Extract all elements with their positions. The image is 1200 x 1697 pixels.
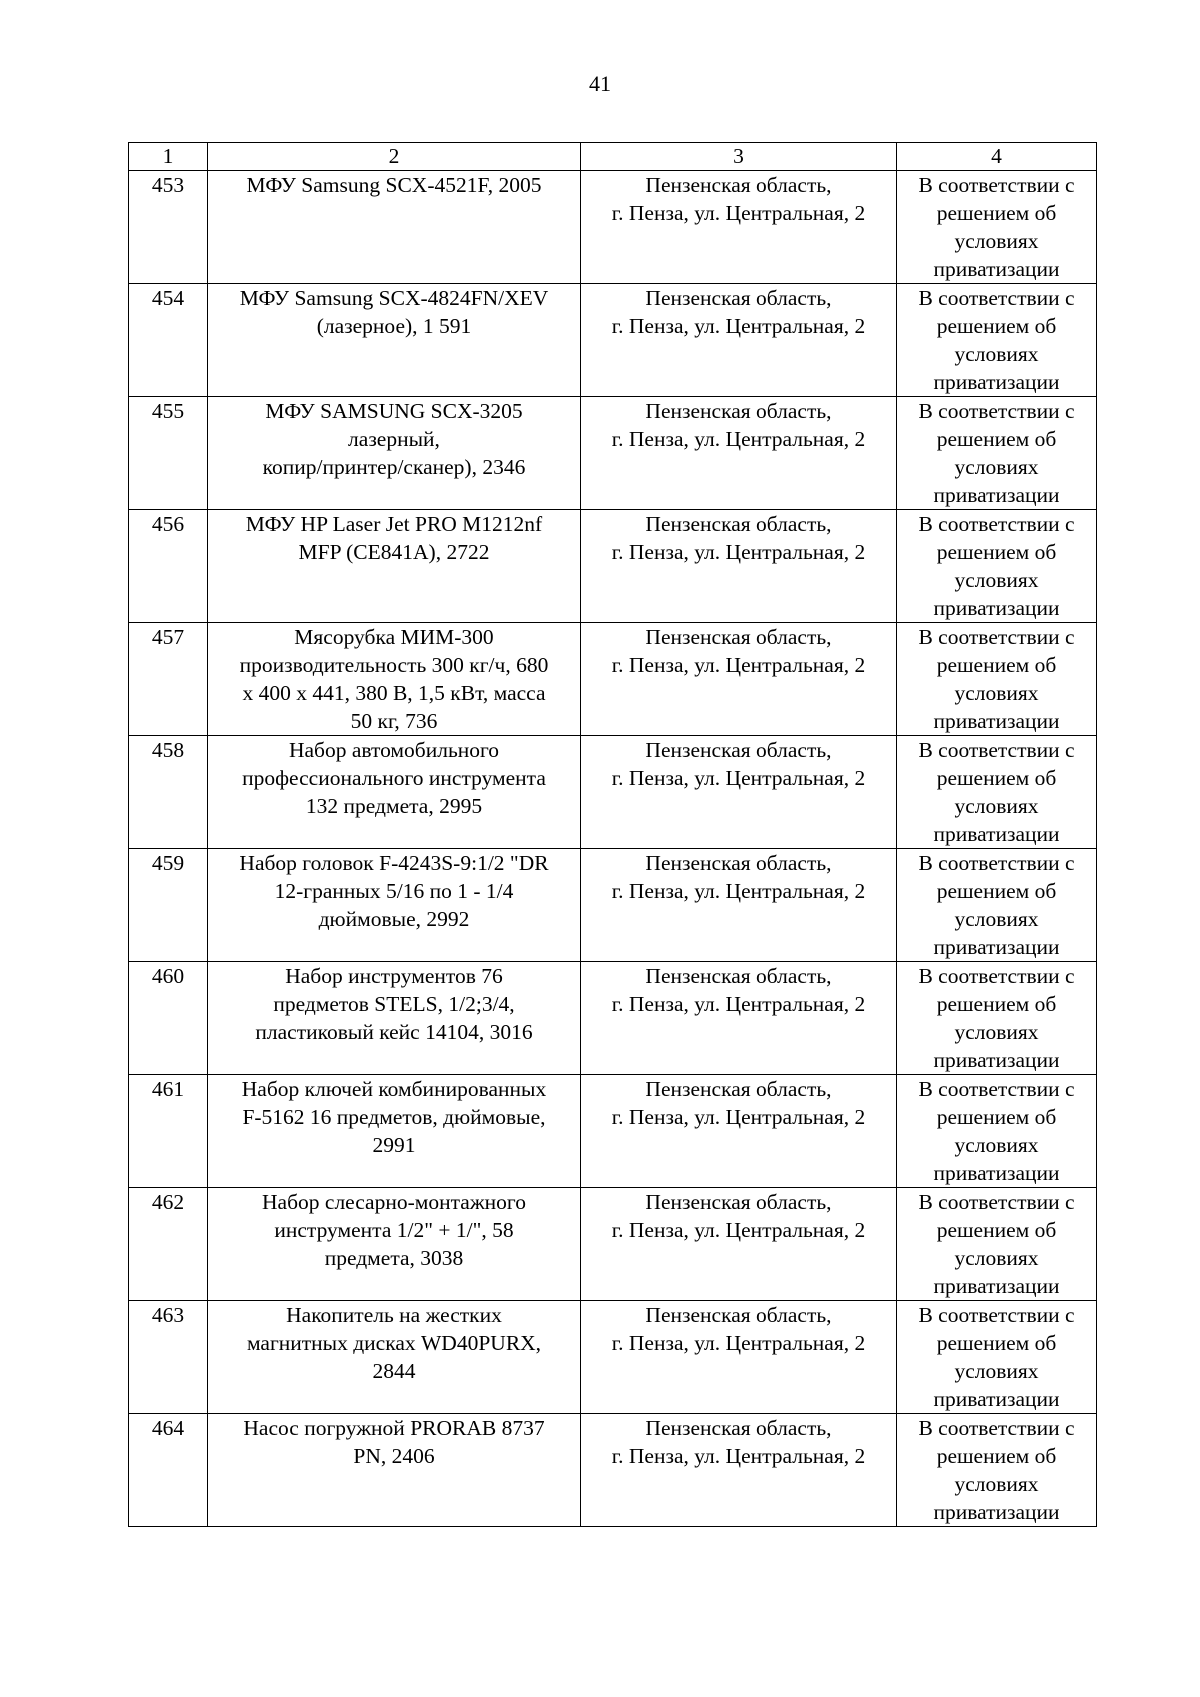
item-name: Набор ключей комбинированных F-5162 16 предметов, дюймовые, 2991 [208,1075,581,1188]
item-condition: В соответствии с решением об условиях приватизации [897,1301,1097,1414]
item-condition: В соответствии с решением об условиях приватизации [897,849,1097,962]
item-condition: В соответствии с решением об условиях приватизации [897,1414,1097,1527]
item-location: Пензенская область, г. Пенза, ул. Центральная, 2 [581,1414,897,1527]
item-location: Пензенская область, г. Пенза, ул. Центральная, 2 [581,284,897,397]
table-row [129,1301,1097,1414]
item-condition: В соответствии с решением об условиях приватизации [897,623,1097,736]
column-header-1: 1 [129,143,208,171]
item-location: Пензенская область, г. Пенза, ул. Центральная, 2 [581,962,897,1075]
item-location: Пензенская область, г. Пенза, ул. Центральная, 2 [581,171,897,284]
item-name: МФУ HP Laser Jet PRO M1212nf MFP (CE841A), 2722 [208,510,581,623]
row-number: 454 [129,284,208,397]
table-row [129,171,1097,284]
item-condition: В соответствии с решением об условиях приватизации [897,171,1097,284]
row-number: 463 [129,1301,208,1414]
item-condition: В соответствии с решением об условиях приватизации [897,1188,1097,1301]
row-number: 461 [129,1075,208,1188]
row-number: 462 [129,1188,208,1301]
row-number: 457 [129,623,208,736]
row-number: 456 [129,510,208,623]
column-header-2: 2 [208,143,581,171]
table-row [129,397,1097,510]
table-row [129,623,1097,736]
item-name: МФУ Samsung SCX-4824FN/XEV (лазерное), 1 591 [208,284,581,397]
row-number: 458 [129,736,208,849]
item-location: Пензенская область, г. Пенза, ул. Центральная, 2 [581,1075,897,1188]
item-condition: В соответствии с решением об условиях приватизации [897,1075,1097,1188]
item-condition: В соответствии с решением об условиях приватизации [897,736,1097,849]
item-location: Пензенская область, г. Пенза, ул. Центральная, 2 [581,1188,897,1301]
item-name: Набор инструментов 76 предметов STELS, 1/2;3/4, пластиковый кейс 14104, 3016 [208,962,581,1075]
row-number: 464 [129,1414,208,1527]
property-table [128,142,1097,1527]
table-row [129,284,1097,397]
table-row [129,1188,1097,1301]
row-number: 459 [129,849,208,962]
column-header-3: 3 [581,143,897,171]
table-row [129,962,1097,1075]
item-location: Пензенская область, г. Пенза, ул. Центральная, 2 [581,510,897,623]
table-row [129,1414,1097,1527]
table-header-row [129,143,1097,171]
item-name: МФУ SAMSUNG SCX-3205 лазерный, копир/принтер/сканер), 2346 [208,397,581,510]
table-row [129,1075,1097,1188]
item-location: Пензенская область, г. Пенза, ул. Центральная, 2 [581,1301,897,1414]
item-condition: В соответствии с решением об условиях приватизации [897,962,1097,1075]
item-condition: В соответствии с решением об условиях приватизации [897,397,1097,510]
item-name: Накопитель на жестких магнитных дисках WD40PURX, 2844 [208,1301,581,1414]
item-condition: В соответствии с решением об условиях приватизации [897,284,1097,397]
item-location: Пензенская область, г. Пенза, ул. Центральная, 2 [581,397,897,510]
table-row [129,849,1097,962]
item-name: Мясорубка МИМ-300 производительность 300 кг/ч, 680 х 400 х 441, 380 В, 1,5 кВт, масса 50 кг, 736 [208,623,581,736]
item-location: Пензенская область, г. Пенза, ул. Центральная, 2 [581,623,897,736]
item-condition: В соответствии с решением об условиях приватизации [897,510,1097,623]
item-location: Пензенская область, г. Пенза, ул. Центральная, 2 [581,736,897,849]
item-name: Набор головок F-4243S-9:1/2 "DR 12-гранных 5/16 по 1 - 1/4 дюймовые, 2992 [208,849,581,962]
item-name: Набор автомобильного профессионального инструмента 132 предмета, 2995 [208,736,581,849]
table-row [129,510,1097,623]
row-number: 460 [129,962,208,1075]
row-number: 453 [129,171,208,284]
table-row [129,736,1097,849]
row-number: 455 [129,397,208,510]
item-name: Насос погружной PRORAB 8737 PN, 2406 [208,1414,581,1527]
column-header-4: 4 [897,143,1097,171]
item-location: Пензенская область, г. Пенза, ул. Центральная, 2 [581,849,897,962]
page-number: 41 [589,71,611,96]
item-name: Набор слесарно-монтажного инструмента 1/2" + 1/", 58 предмета, 3038 [208,1188,581,1301]
item-name: МФУ Samsung SCX-4521F, 2005 [208,171,581,284]
